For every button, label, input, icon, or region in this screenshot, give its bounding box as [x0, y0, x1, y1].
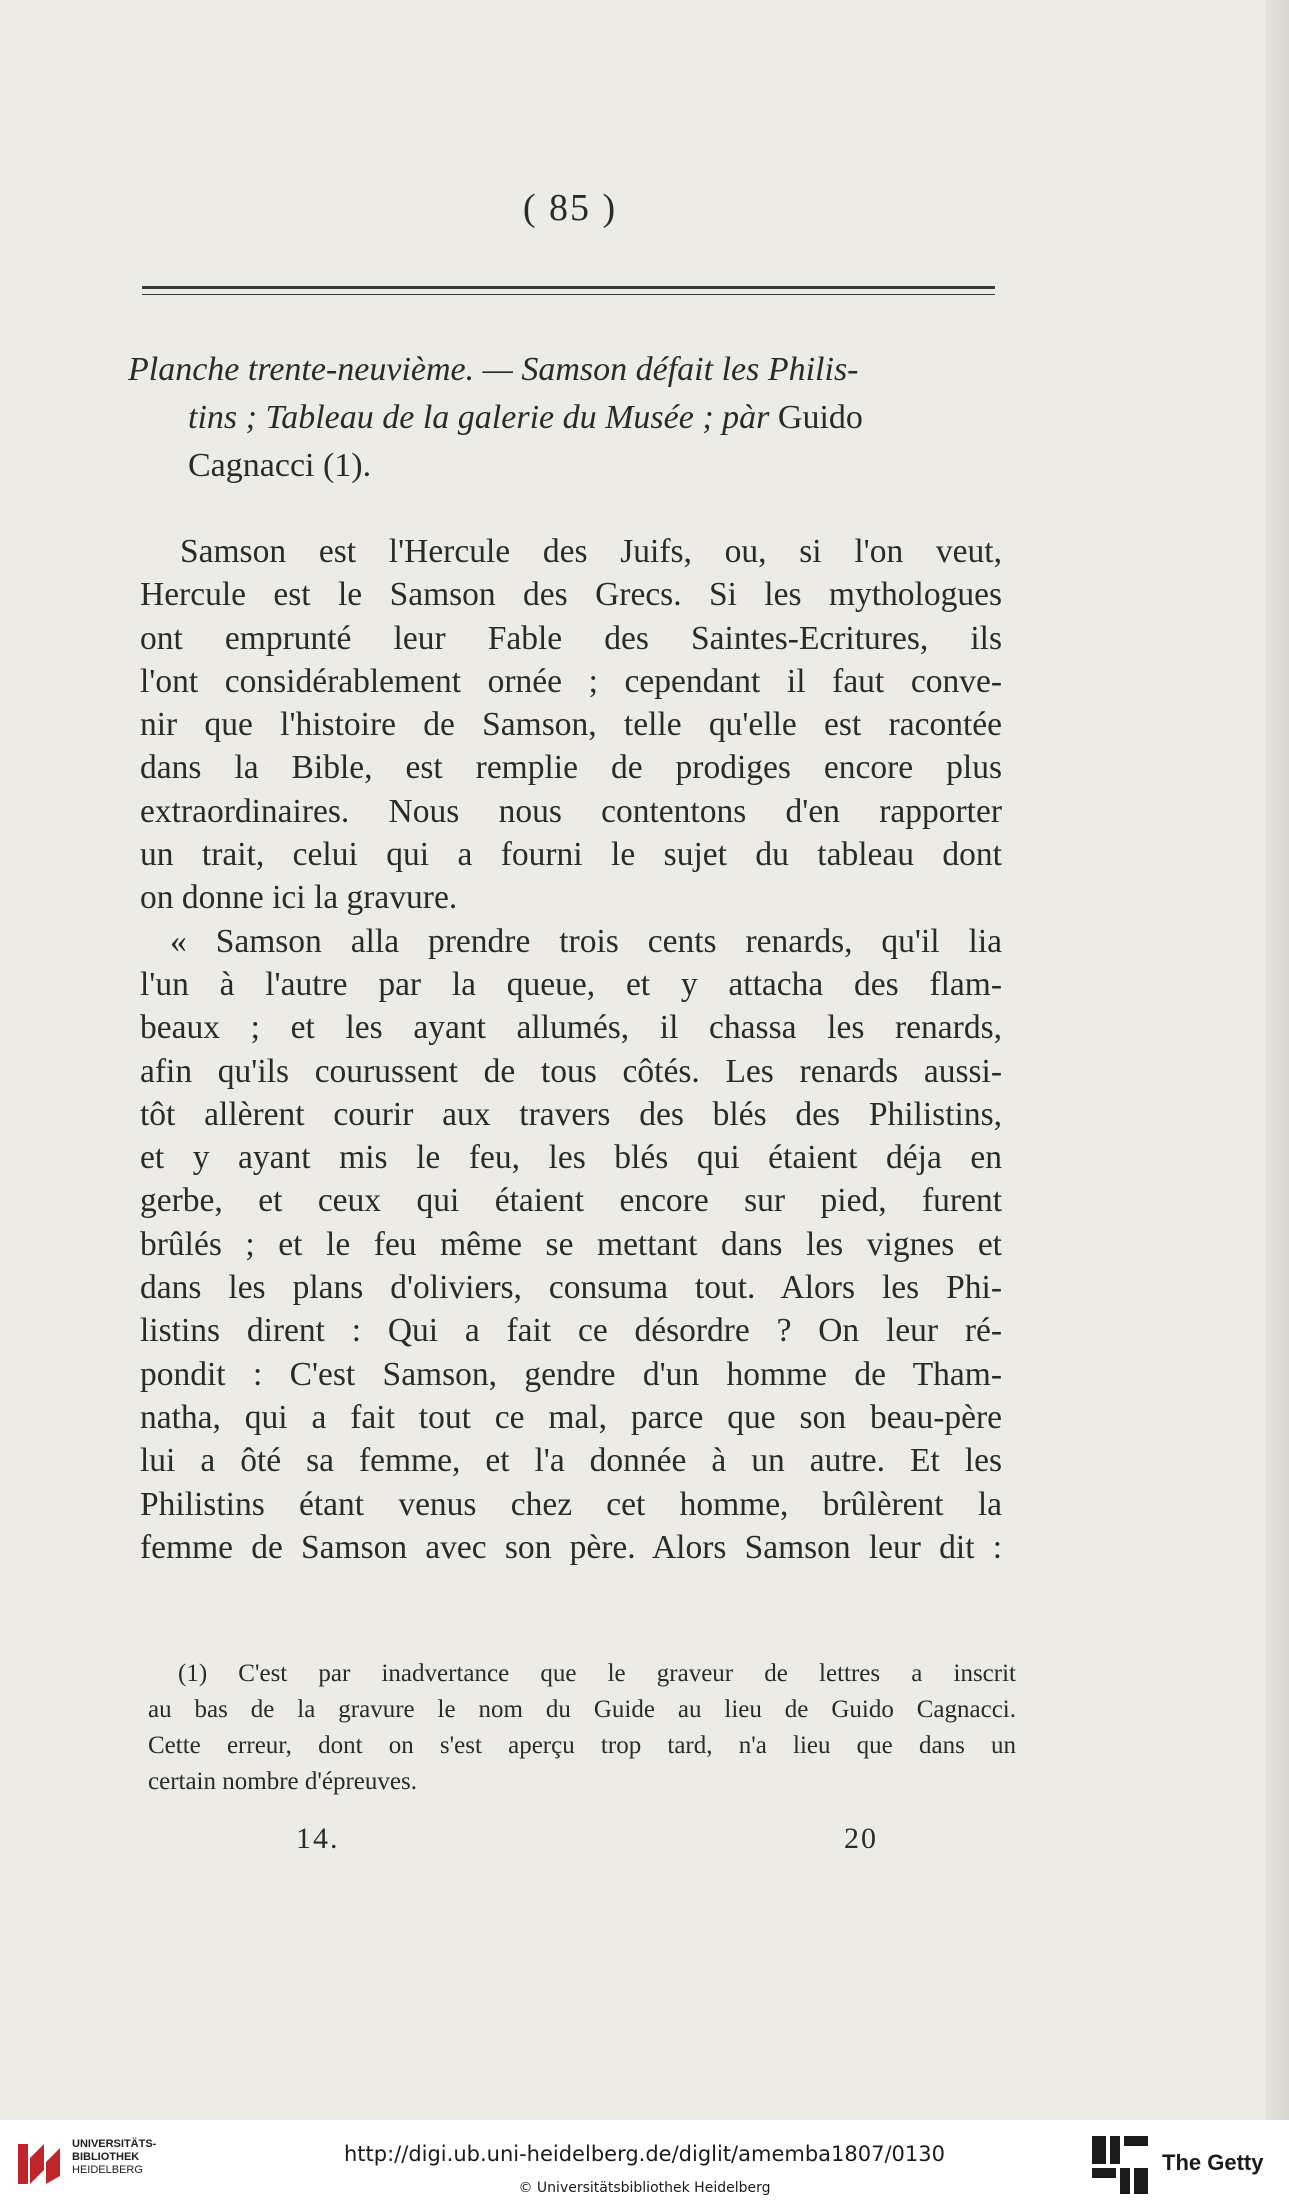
library-name-line: BIBLIOTHEK	[72, 2151, 140, 2163]
body-line: dans les plans d'oliviers, consuma tout. Alors les Phi-	[140, 1269, 1002, 1307]
body-line: et y ayant mis le feu, les blés qui étaient déja en	[140, 1139, 1002, 1177]
library-name-line: HEIDELBERG	[72, 2164, 143, 2176]
body-line: « Samson alla prendre trois cents renards, qu'il lia	[170, 922, 1002, 960]
copyright-notice: © Universitätsbibliothek Heidelberg	[518, 2180, 771, 2196]
getty-logo-icon[interactable]	[1088, 2132, 1152, 2198]
body-line: gerbe, et ceux qui étaient encore sur pied, furent	[140, 1182, 1002, 1220]
body-line: Samson est l'Hercule des Juifs, ou, si l'on veut,	[180, 533, 1002, 570]
library-name-line: UNIVERSITÄTS-	[72, 2138, 157, 2150]
heading-line: Planche trente-neuvième. — Samson défait les Philis-	[128, 351, 859, 388]
page-edge	[1265, 0, 1289, 2120]
body-line: afin qu'ils courussent de tous côtés. Les renards aussi-	[140, 1052, 1002, 1090]
body-line: Philistins étant venus chez cet homme, brûlèrent la	[140, 1485, 1002, 1523]
footnote-line: au bas de la gravure le nom du Guide au lieu de Guido Cagnacci.	[148, 1696, 1016, 1723]
body-line: ont emprunté leur Fable des Saintes-Ecritures, ils	[140, 619, 1002, 657]
body-line: brûlés ; et le feu même se mettant dans les vignes et	[140, 1225, 1002, 1263]
body-line: natha, qui a fait tout ce mal, parce que son beau-père	[140, 1398, 1002, 1436]
footnote-line: Cette erreur, dont on s'est aperçu trop tard, n'a lieu que dans un	[148, 1732, 1016, 1759]
signature-mark: 14.	[296, 1822, 340, 1855]
heading-line-text: tins ; Tableau de la galerie du Musée ; pàr	[188, 399, 778, 436]
body-line: nir que l'histoire de Samson, telle qu'elle est racontée	[140, 706, 1002, 744]
body-line: listins dirent : Qui a fait ce désordre ? On leur ré-	[140, 1312, 1002, 1350]
body-line: Hercule est le Samson des Grecs. Si les mythologues	[140, 576, 1002, 614]
double-rule-top	[142, 286, 995, 289]
getty-name: The Getty	[1162, 2150, 1264, 2175]
plate-heading	[128, 346, 1008, 490]
footnote-line: (1) C'est par inadvertance que le graveur de lettres a inscrit	[178, 1660, 1016, 1687]
body-line: tôt allèrent courir aux travers des blés des Philistins,	[140, 1095, 1002, 1133]
body-line: femme de Samson avec son père. Alors Samson leur dit :	[140, 1528, 1002, 1566]
body-text	[140, 530, 1002, 1569]
body-line: extraordinaires. Nous nous contentons d'en rapporter	[140, 792, 1002, 830]
heading-line: Cagnacci (1).	[188, 447, 372, 484]
body-line: pondit : C'est Samson, gendre d'un homme de Tham-	[140, 1355, 1002, 1393]
body-line: on donne ici la gravure.	[140, 879, 458, 917]
footer-bar	[0, 2120, 1289, 2208]
body-line: dans la Bible, est remplie de prodiges encore plus	[140, 749, 1002, 787]
body-line: lui a ôté sa femme, et l'a donnée à un autre. Et les	[140, 1442, 1002, 1480]
footnote	[148, 1656, 1016, 1800]
heading-line-roman: Guido	[777, 399, 863, 436]
footnote-line: certain nombre d'épreuves.	[148, 1768, 417, 1795]
body-line: l'un à l'autre par la queue, et y attacha des flam-	[140, 965, 1002, 1003]
double-rule-bottom	[142, 294, 995, 295]
body-line: beaux ; et les ayant allumés, il chassa les renards,	[140, 1009, 1002, 1047]
page-number: ( 85 )	[522, 187, 618, 229]
body-line: un trait, celui qui a fourni le sujet du tableau dont	[140, 836, 1002, 874]
heading-line	[128, 394, 1008, 442]
body-line: l'ont considérablement ornée ; cependant il faut conve-	[140, 662, 1002, 700]
permalink-url[interactable]: http://digi.ub.uni-heidelberg.de/diglit/amemba1807/0130	[343, 2142, 945, 2166]
sheet-number: 20	[844, 1822, 878, 1855]
